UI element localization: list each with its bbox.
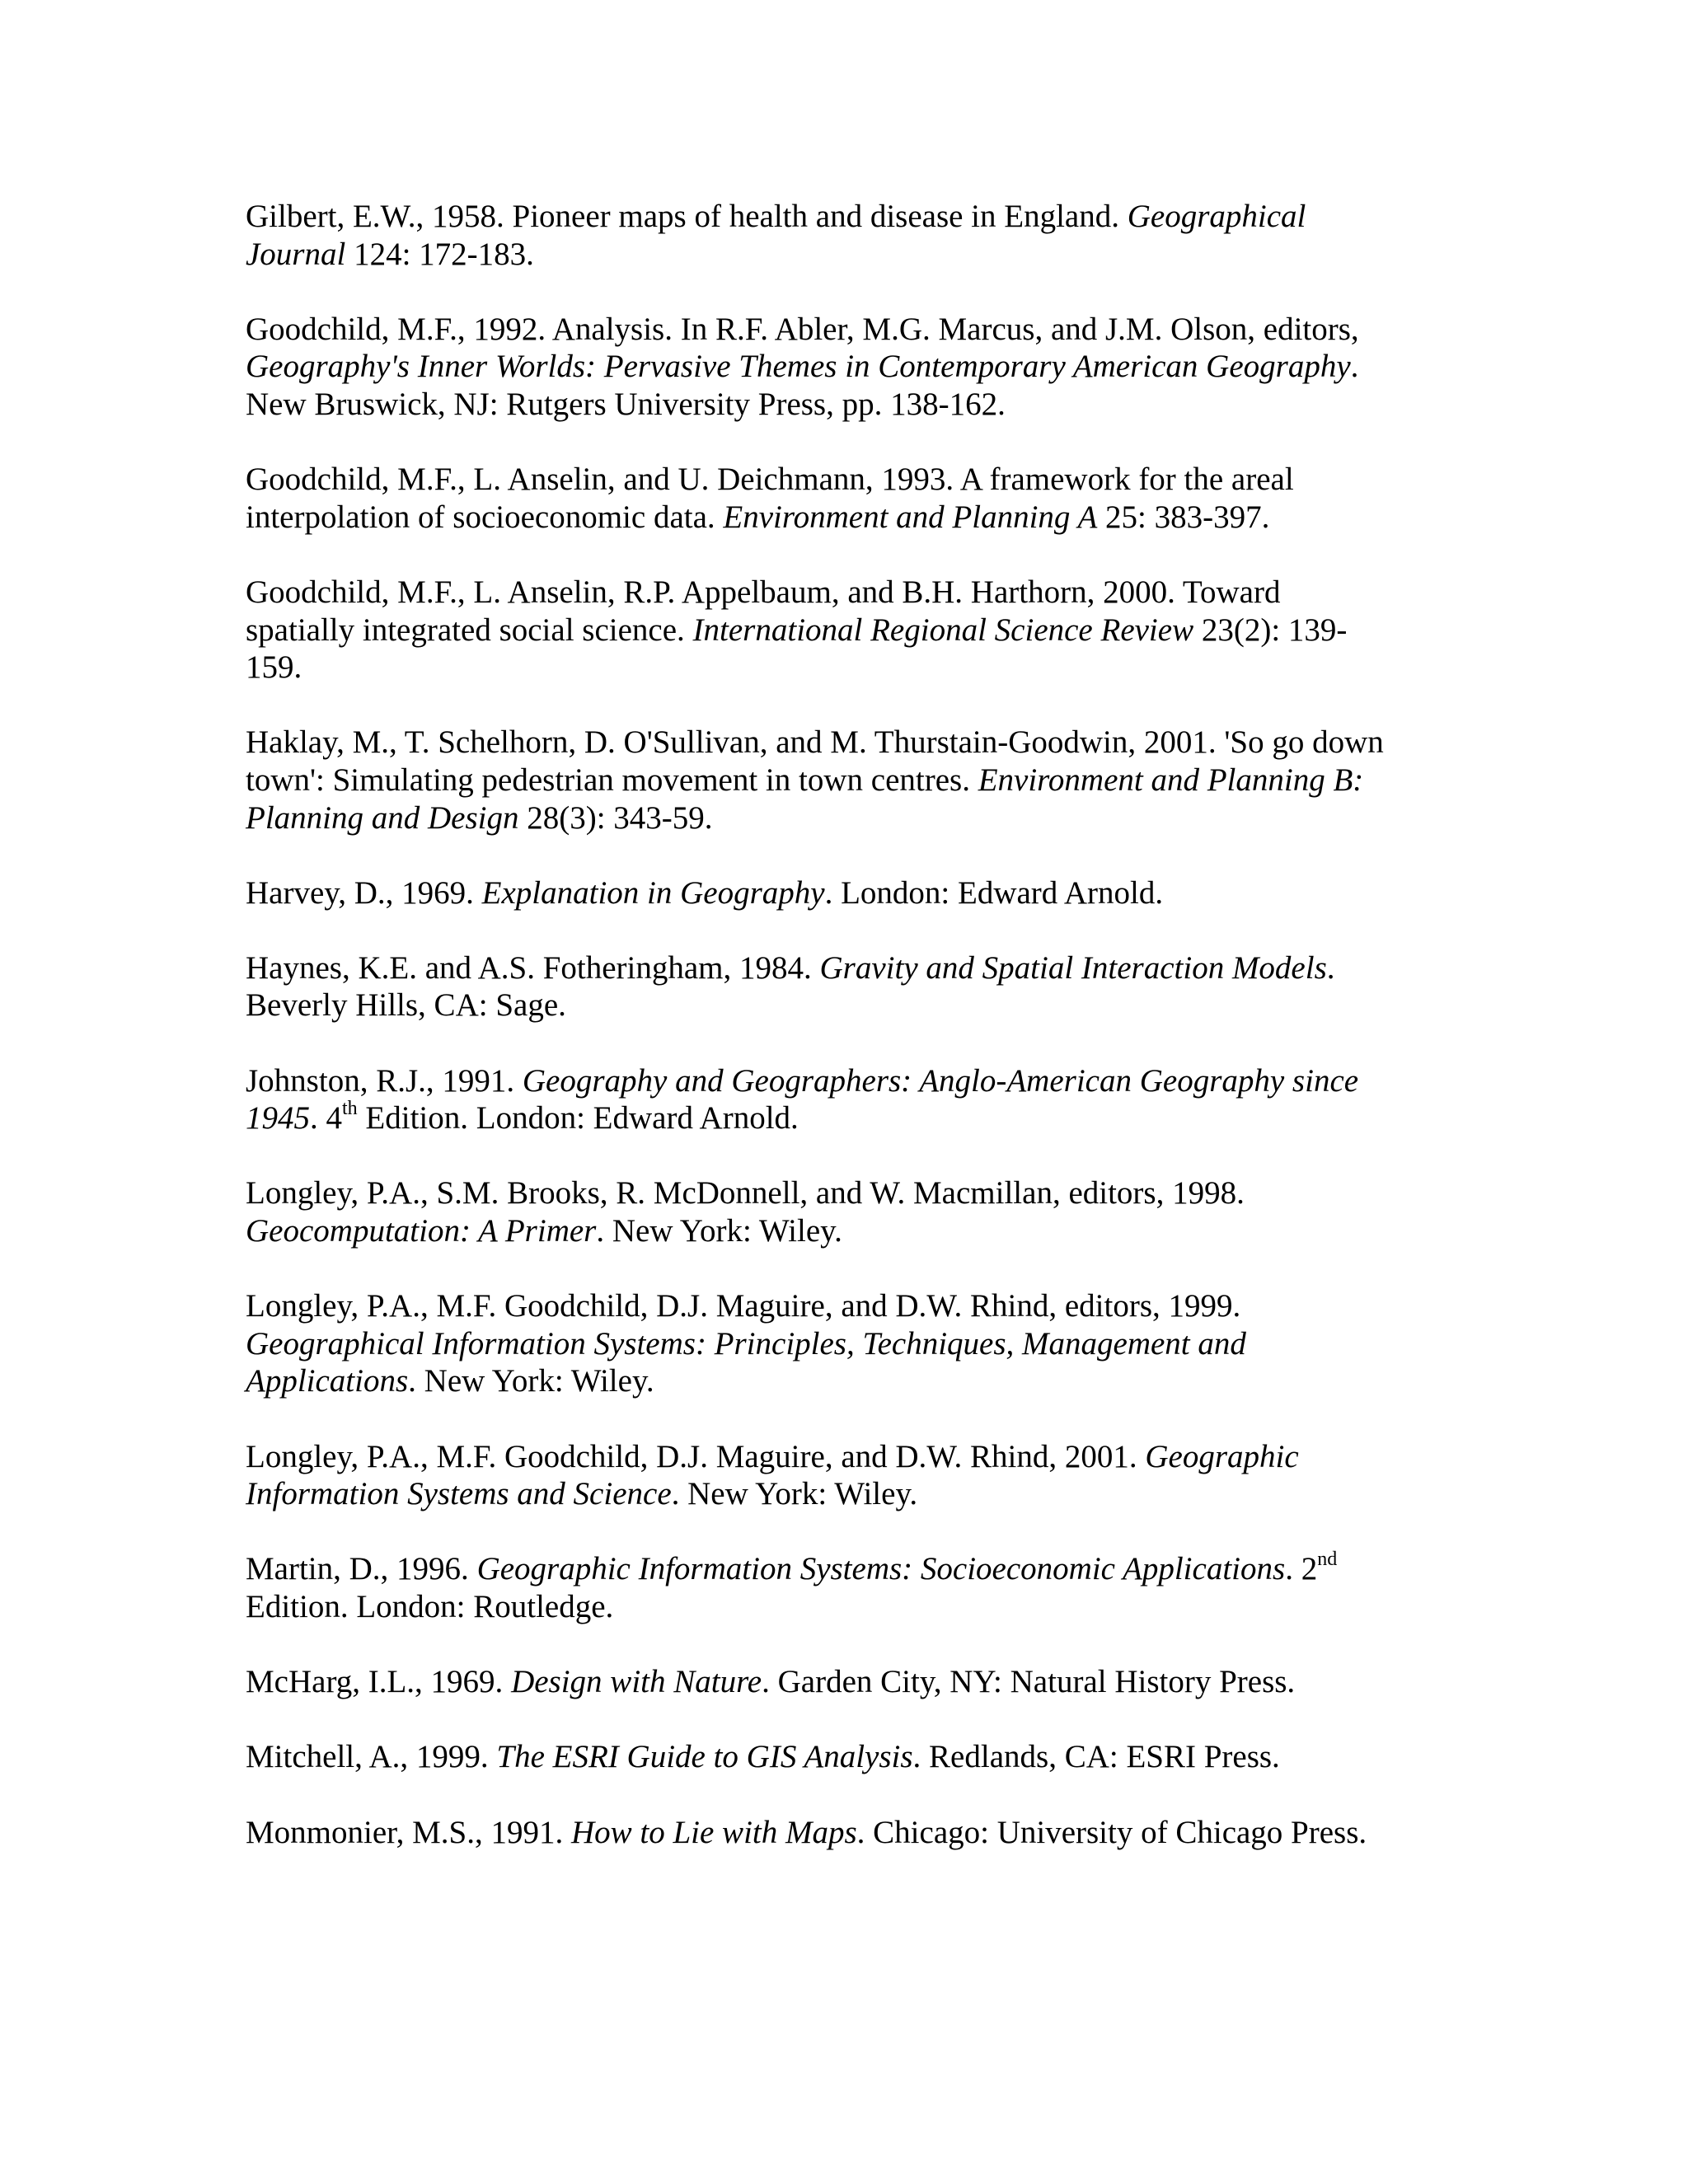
reference-line: [246, 874, 1384, 912]
reference-text: spatially integrated social science.: [246, 612, 693, 648]
reference-text: . London: Edward Arnold.: [824, 874, 1164, 911]
italic-title: Environment and Planning A: [723, 499, 1098, 535]
reference-text: Goodchild, M.F., 1992. Analysis. In R.F. Abler, M.G. Marcus, and J.M. Olson, editors,: [246, 311, 1359, 347]
italic-title: How to Lie with Maps: [570, 1814, 857, 1850]
reference-line: [246, 311, 1384, 349]
reference-line: [246, 949, 1384, 987]
reference-text: Longley, P.A., S.M. Brooks, R. McDonnell, and W. Macmillan, editors, 1998.: [246, 1175, 1245, 1212]
reference-line: [246, 574, 1384, 612]
italic-title: Geographical: [1127, 199, 1306, 234]
reference-line: [246, 1362, 1384, 1400]
reference-entry: [246, 198, 1384, 273]
reference-line: [246, 386, 1384, 424]
reference-text: Haynes, K.E. and A.S. Fotheringham, 1984.: [246, 949, 820, 986]
reference-text: Goodchild, M.F., L. Anselin, R.P. Appelbaum, and B.H. Harthorn, 2000. Toward: [246, 574, 1281, 610]
reference-entry: [246, 1814, 1384, 1852]
reference-line: [246, 612, 1384, 649]
reference-entry: [246, 874, 1384, 912]
italic-title: Geographic: [1145, 1438, 1299, 1474]
reference-text: Monmonier, M.S., 1991.: [246, 1814, 571, 1850]
italic-title: Geographic Information Systems: Socioeconomic Applications: [476, 1551, 1286, 1587]
reference-line: [246, 1814, 1384, 1852]
reference-text: . 2: [1285, 1551, 1318, 1587]
reference-list: [246, 198, 1384, 1889]
italic-title: International Regional Science Review: [692, 612, 1194, 648]
reference-text: . New York: Wiley.: [671, 1476, 918, 1512]
reference-entry: [246, 1550, 1384, 1625]
reference-text: Gilbert, E.W., 1958. Pioneer maps of health and disease in England.: [246, 199, 1128, 234]
reference-line: [246, 1287, 1384, 1325]
reference-text: New Bruswick, NJ: Rutgers University Press, pp. 138-162.: [246, 386, 1006, 422]
italic-title: Design with Nature: [511, 1664, 762, 1700]
reference-text: 23(2): 139-: [1193, 612, 1348, 648]
italic-title: Geocomputation: A Primer: [246, 1213, 597, 1249]
reference-text: Johnston, R.J., 1991.: [246, 1062, 523, 1099]
reference-text: . New York: Wiley.: [408, 1363, 654, 1399]
reference-text: Edition. London: Routledge.: [246, 1588, 614, 1624]
reference-text: 124: 172-183.: [345, 236, 534, 272]
reference-line: [246, 499, 1384, 537]
reference-text: Beverly Hills, CA: Sage.: [246, 987, 566, 1024]
reference-text: 28(3): 343-59.: [518, 799, 713, 836]
reference-line: [246, 1438, 1384, 1476]
reference-line: [246, 198, 1384, 236]
reference-entry: [246, 461, 1384, 536]
reference-line: [246, 1588, 1384, 1626]
reference-text: Longley, P.A., M.F. Goodchild, D.J. Maguire, and D.W. Rhind, editors, 1999.: [246, 1288, 1241, 1324]
superscript: th: [342, 1098, 358, 1120]
reference-line: [246, 987, 1384, 1024]
reference-line: [246, 1738, 1384, 1776]
italic-title: Geography's Inner Worlds: Pervasive Themes in Contemporary American Geography: [246, 349, 1351, 385]
reference-line: [246, 348, 1384, 386]
reference-entry: [246, 1738, 1384, 1776]
italic-title: Applications: [246, 1363, 409, 1399]
italic-title: 1945: [246, 1100, 310, 1137]
reference-line: [246, 724, 1384, 762]
reference-line: [246, 649, 1384, 687]
reference-text: . Redlands, CA: ESRI Press.: [912, 1739, 1280, 1775]
reference-entry: [246, 949, 1384, 1024]
reference-line: [246, 1062, 1384, 1100]
reference-text: interpolation of socioeconomic data.: [246, 499, 724, 535]
reference-line: [246, 1475, 1384, 1513]
reference-line: [246, 1550, 1384, 1588]
reference-text: . 4: [310, 1100, 342, 1137]
reference-line: [246, 1174, 1384, 1212]
italic-title: Environment and Planning B:: [978, 762, 1364, 798]
reference-text: .: [1350, 349, 1359, 385]
reference-text: McHarg, I.L., 1969.: [246, 1664, 512, 1700]
italic-title: Information Systems and Science: [246, 1476, 672, 1512]
italic-title: Planning and Design: [246, 799, 519, 836]
reference-text: Goodchild, M.F., L. Anselin, and U. Deichmann, 1993. A framework for the areal: [246, 462, 1294, 498]
reference-text: . New York: Wiley.: [596, 1213, 842, 1249]
italic-title: The ESRI Guide to GIS Analysis: [496, 1739, 913, 1775]
italic-title: Explanation in Geography: [481, 874, 825, 911]
reference-text: 159.: [246, 649, 302, 686]
reference-line: [246, 762, 1384, 799]
reference-entry: [246, 1663, 1384, 1701]
reference-line: [246, 1212, 1384, 1250]
italic-title: Journal: [246, 236, 346, 272]
reference-entry: [246, 311, 1384, 424]
reference-text: town': Simulating pedestrian movement in town centres.: [246, 762, 978, 798]
reference-text: Martin, D., 1996.: [246, 1551, 477, 1587]
reference-entry: [246, 574, 1384, 687]
reference-line: [246, 1325, 1384, 1363]
reference-text: Mitchell, A., 1999.: [246, 1739, 497, 1775]
reference-text: Longley, P.A., M.F. Goodchild, D.J. Maguire, and D.W. Rhind, 2001.: [246, 1438, 1146, 1474]
reference-line: [246, 1099, 1384, 1137]
reference-entry: [246, 1287, 1384, 1400]
reference-text: Haklay, M., T. Schelhorn, D. O'Sullivan, and M. Thurstain-Goodwin, 2001. 'So go down: [246, 724, 1384, 761]
reference-entry: [246, 1174, 1384, 1249]
reference-text: . Garden City, NY: Natural History Press.: [762, 1664, 1296, 1700]
reference-text: .: [1326, 949, 1335, 986]
superscript: nd: [1317, 1549, 1338, 1571]
reference-entry: [246, 1062, 1384, 1137]
reference-text: 25: 383-397.: [1097, 499, 1270, 535]
reference-text: Harvey, D., 1969.: [246, 874, 482, 911]
reference-line: [246, 236, 1384, 274]
reference-text: . Chicago: University of Chicago Press.: [856, 1814, 1367, 1850]
italic-title: Geography and Geographers: Anglo-American Geography since: [522, 1062, 1359, 1099]
reference-text: Edition. London: Edward Arnold.: [357, 1100, 799, 1137]
italic-title: Geographical Information Systems: Principles, Techniques, Management and: [246, 1325, 1246, 1361]
reference-line: [246, 1663, 1384, 1701]
reference-entry: [246, 1438, 1384, 1513]
reference-entry: [246, 724, 1384, 837]
italic-title: Gravity and Spatial Interaction Models: [819, 949, 1327, 986]
reference-line: [246, 799, 1384, 837]
reference-line: [246, 461, 1384, 499]
